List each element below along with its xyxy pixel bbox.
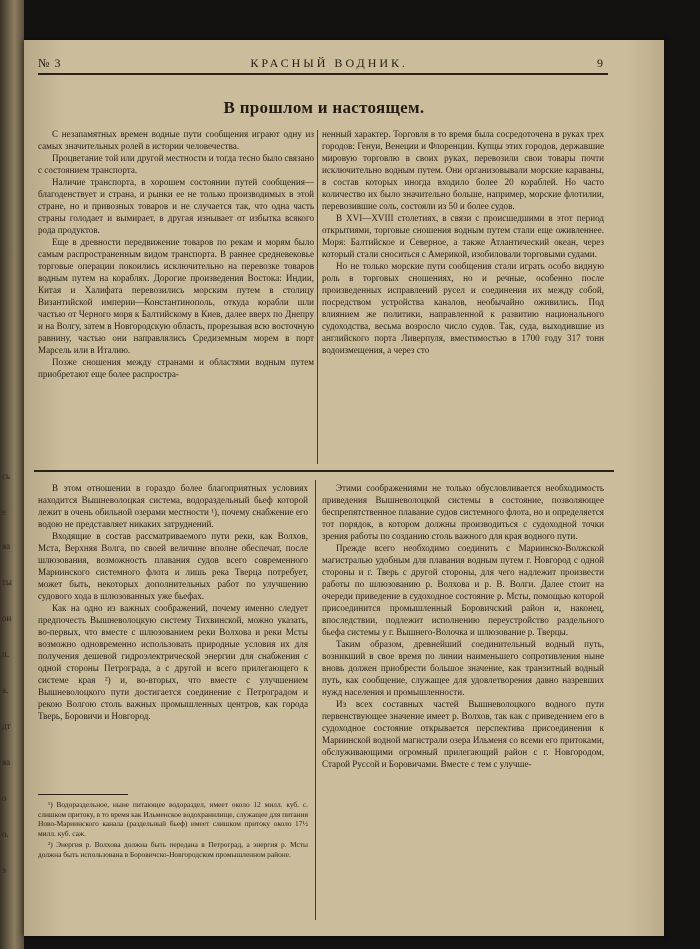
paragraph: Процветание той или другой местности и тогда тесно было связано с состоянием транспорта. bbox=[38, 153, 314, 175]
header-rule bbox=[38, 73, 608, 75]
footnote: ¹) Водораздельное, ныне питающее водораздел, имеет около 12 милл. куб. с. слишком притоку, в то время как Ильменское водохранилище, служащее для питания Ново-Мариинского канала (раздельный бьеф) имеет слишком притоку около 17½ милл. куб. саж. bbox=[38, 800, 308, 838]
paragraph: Позже сношения между странами и областями водным путем приобретают еще более распростра- bbox=[38, 357, 314, 379]
footnote-rule bbox=[38, 794, 128, 795]
left-page-fragment: ои bbox=[2, 613, 12, 623]
article-title: В прошлом и настоящем. bbox=[223, 98, 425, 117]
paragraph: Но не только морские пути сообщения стали играть особо видную роль в торговых сношениях, но и речные, особенно после произведенных исправлений русел и соединения их между собой, посредством устройства каналов, необычайно оживились. Под влиянием же политики, направленной к развитию национального судоходства, весьма возросло число судов. Так, суда, выходившие из английского порта Ливерпуля, вместимостью в 1700 году 317 тонн водоизмещения, а через сто bbox=[322, 261, 604, 355]
paragraph: Наличие транспорта, в хорошем состоянии путей сообщения—благоденствует и страна, и рынки ее не только производимых в этой стране, но и привозных товаров и не случается так, что одна часть страны голодает и вымирает, в другая изнывает от избытка всякого рода продуктов. bbox=[38, 177, 314, 235]
left-page-fragment: э bbox=[2, 865, 6, 875]
left-page-fragment: а. bbox=[2, 685, 9, 695]
left-page-fragment: п. bbox=[2, 649, 10, 659]
magazine-page bbox=[24, 40, 664, 936]
paragraph: С незапамятных времен водные пути сообщения играют одну из самых значительных ролей в истории человечества. bbox=[38, 129, 314, 151]
running-header bbox=[38, 53, 604, 71]
left-page-fragment: е bbox=[2, 507, 6, 517]
paragraph: В XVI—XVIII столетиях, в связи с происшедшими в этот период открытиями, торговые сношения водным путем стали еще оживленнее. Моря: Балтийское и Северное, а также Атлантический океан, через который стали сноситься с Америкой, изобиловали торговыми судами. bbox=[322, 213, 604, 259]
text-column-4 bbox=[322, 482, 604, 922]
text-column-1 bbox=[38, 128, 314, 466]
paragraph: Как на одно из важных соображений, почему именно следует предпочесть Вышневолоцкую систему Тихвинской, можно указать, во-первых, что вместе с шлюзованием реки Волхова и реки Мсты возможно одновременно использовать природные условия их для получения дешевой гидроэлектрической энергии для снабжения с одной стороны Петрограда, а с другой и всего прилегающего к системе края ²) и, во-вторых, что вместе с улучшением Вышневолоцкого пути достигается соединение с Петроградом и рекою Волгою столь важных промышленных центров, как города Тверь, Боровичи и Новгород. bbox=[38, 603, 308, 721]
footnote: ²) Энергия р. Волхова должна быть передана в Петроград, а энергия р. Мсты должна быть использована в Боровичско-Новгородском промышленном районе. bbox=[38, 840, 308, 859]
column-divider bbox=[317, 130, 318, 464]
left-page-fragment: ва bbox=[2, 757, 11, 767]
paragraph: Этими соображениями не только обусловливается необходимость приведения Вышневолоцкой системы в состояние, позволяющее беспрепятственное плавание судов системного флота, но и определяется тот порядок, в котором должны производиться с судоходной точки зрения работы по созданию столь важного для края водного пути. bbox=[322, 483, 604, 541]
issue-number: № 3 bbox=[38, 56, 62, 70]
paragraph: Из всех составных частей Вышневолоцкого водного пути первенствующее значение имеет р. Волхов, так как с приведением его в судоходное состояние открывается перспектива присоединения к Мариинской водной магистрали озера Ильменя со всеми его притоками, обслуживающими огромный прилегающий район с г. Новгородом, Старой Руссой и Боровичами. Вместе с тем с улучше- bbox=[322, 699, 604, 769]
left-page-fragment: ва bbox=[2, 541, 11, 551]
left-page-fragment: о. bbox=[2, 829, 9, 839]
left-page-fragment: сь bbox=[2, 471, 11, 481]
paragraph: ненный характер. Торговля в то время была сосредоточена в руках трех городов: Генуи, Венеции и Флоренции. Купцы этих городов, державшие мировую торговлю в своих руках, перевозили свои товары почти исключительно водным путем. Они организовывали морские караваны, в состав которых иногда входило более 20 кораблей. Но часто количество их было значительно больше, например, морские флотилии, перевозившие соль, состояли из 50 и более судов. bbox=[322, 129, 604, 211]
column-divider bbox=[315, 480, 316, 920]
paragraph: Входящие в состав рассматриваемого пути реки, как Волхов, Мста, Верхняя Волга, по своей величине вполне обеспечат, после шлюзования, возможность плавания судов всего современного Мариинского системного флота и лишь река Тверца потребует, может быть, некоторых дополнительных работ по улучшению судового хода в шлюзованных уже бьефах. bbox=[38, 531, 308, 601]
left-page-fragment: ты bbox=[2, 577, 12, 587]
left-page-fragment: о bbox=[2, 793, 7, 803]
journal-title: КРАСНЫЙ ВОДНИК. bbox=[250, 56, 409, 70]
section-rule bbox=[34, 470, 614, 472]
paragraph: В этом отношении в гораздо более благоприятных условиях находится Вышневолоцкая система, водораздельный бьеф которой лежит в очень обильной озерами местности ¹), почему снабжение его водою не представляет никаких затруднений. bbox=[38, 483, 308, 529]
text-column-3 bbox=[38, 482, 308, 780]
left-page-fragment: дт bbox=[2, 721, 11, 731]
paragraph: Прежде всего необходимо соединить с Мариинско-Волжской магистралью удобным для плавания водным путем г. Новгород с одной стороны и г. Тверь с другой стороны, для чего надлежит произвести работы по шлюзованию р. Волхова и р. В. Волги. Далее стоит на очереди приведение в судоходное состояние р. Мсты, помощью которой присоединится промышленный Боровичский район и, наконец, впоследствии, подлежит исполнению переустройство раздельного бьефа системы у г. Вышнего-Волочка и шлюзование р. Тверцы. bbox=[322, 543, 604, 637]
footnotes bbox=[38, 800, 308, 862]
text-column-2 bbox=[322, 128, 604, 466]
paragraph: Еще в древности передвижение товаров по рекам и морям было самым распространенным видом транспорта. В раннее средневековье торговые операции покоились исключительно на перевозке товаров водным путем на кораблях. Дорогие произведения Востока: Индии, Китая и Халифата перевозились морским путем в столицу Византийской империи—Константинополь, откуда корабли шли частью от Черного моря к Балтийскому в Киев, далее вверх по Днепру и на Волгу, затем в Новгородскую область, прорезывая всю восточную равнину, частью они направлялись Средиземным морем в порт Марсель или в Италию. bbox=[38, 237, 314, 355]
adjacent-page-edge bbox=[0, 0, 24, 949]
paragraph: Таким образом, древнейший соединительный водный путь, возникший в свое время по линии наименьшего сопротивления ныне вновь должен приобрести большое значение, как транзитный водный путь, как сообщение, служащее для удовлетворения давно назревших нужд населения и промышленности. bbox=[322, 639, 604, 697]
page-number: 9 bbox=[597, 56, 604, 70]
